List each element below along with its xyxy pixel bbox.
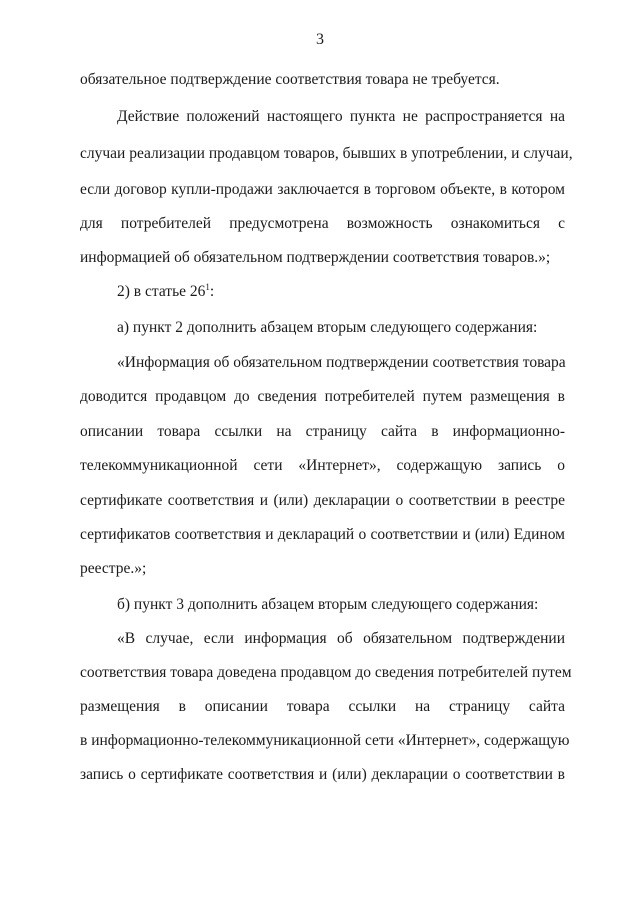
page-number: 3 — [316, 31, 324, 48]
text-line: «В случае, если информация об обязательном подтверждении — [117, 630, 565, 647]
text-line: обязательное подтверждение соответствия товара не требуется. — [80, 71, 500, 88]
text-line: а) пункт 2 дополнить абзацем вторым следующего содержания: — [117, 319, 538, 336]
text-line: доводится продавцом до сведения потребителей путем размещения в — [80, 388, 565, 405]
article-superscript: 1 — [205, 281, 210, 292]
article-text: 2) в статье 26 — [117, 283, 206, 300]
text-line: запись о сертификате соответствия и (или) декларации о соответствии в — [80, 766, 565, 783]
text-line: «Информация об обязательном подтверждении соответствия товара — [117, 354, 566, 371]
text-line: размещения в описании товара ссылки на страницу сайта — [80, 698, 565, 715]
text-line: если договор купли-продажи заключается в торговом объекте, в котором — [80, 181, 565, 198]
text-line: соответствия товара доведена продавцом до сведения потребителей путем — [80, 664, 572, 681]
text-line: реестре.»; — [80, 560, 147, 577]
text-line: сертификате соответствия и (или) декларации о соответствии в реестре — [80, 492, 565, 509]
article-colon: : — [209, 283, 215, 300]
text-line: сертификатов соответствия и деклараций о соответствии и (или) Едином — [80, 526, 565, 543]
text-line: б) пункт 3 дополнить абзацем вторым следующего содержания: — [117, 596, 539, 613]
text-line: описании товара ссылки на страницу сайта в информационно- — [80, 423, 565, 440]
text-line: для потребителей предусмотрена возможность ознакомиться с — [80, 215, 565, 232]
text-line: Действие положений настоящего пункта не распространяется на — [117, 108, 565, 125]
text-line: информацией об обязательном подтверждении соответствия товаров.»; — [80, 249, 551, 266]
article-reference — [117, 282, 565, 302]
text-line: случаи реализации продавцом товаров, бывших в употреблении, и случаи, — [80, 145, 573, 162]
text-line: в информационно-телекоммуникационной сети «Интернет», содержащую — [80, 732, 570, 749]
text-line: телекоммуникационной сети «Интернет», содержащую запись о — [80, 457, 565, 474]
